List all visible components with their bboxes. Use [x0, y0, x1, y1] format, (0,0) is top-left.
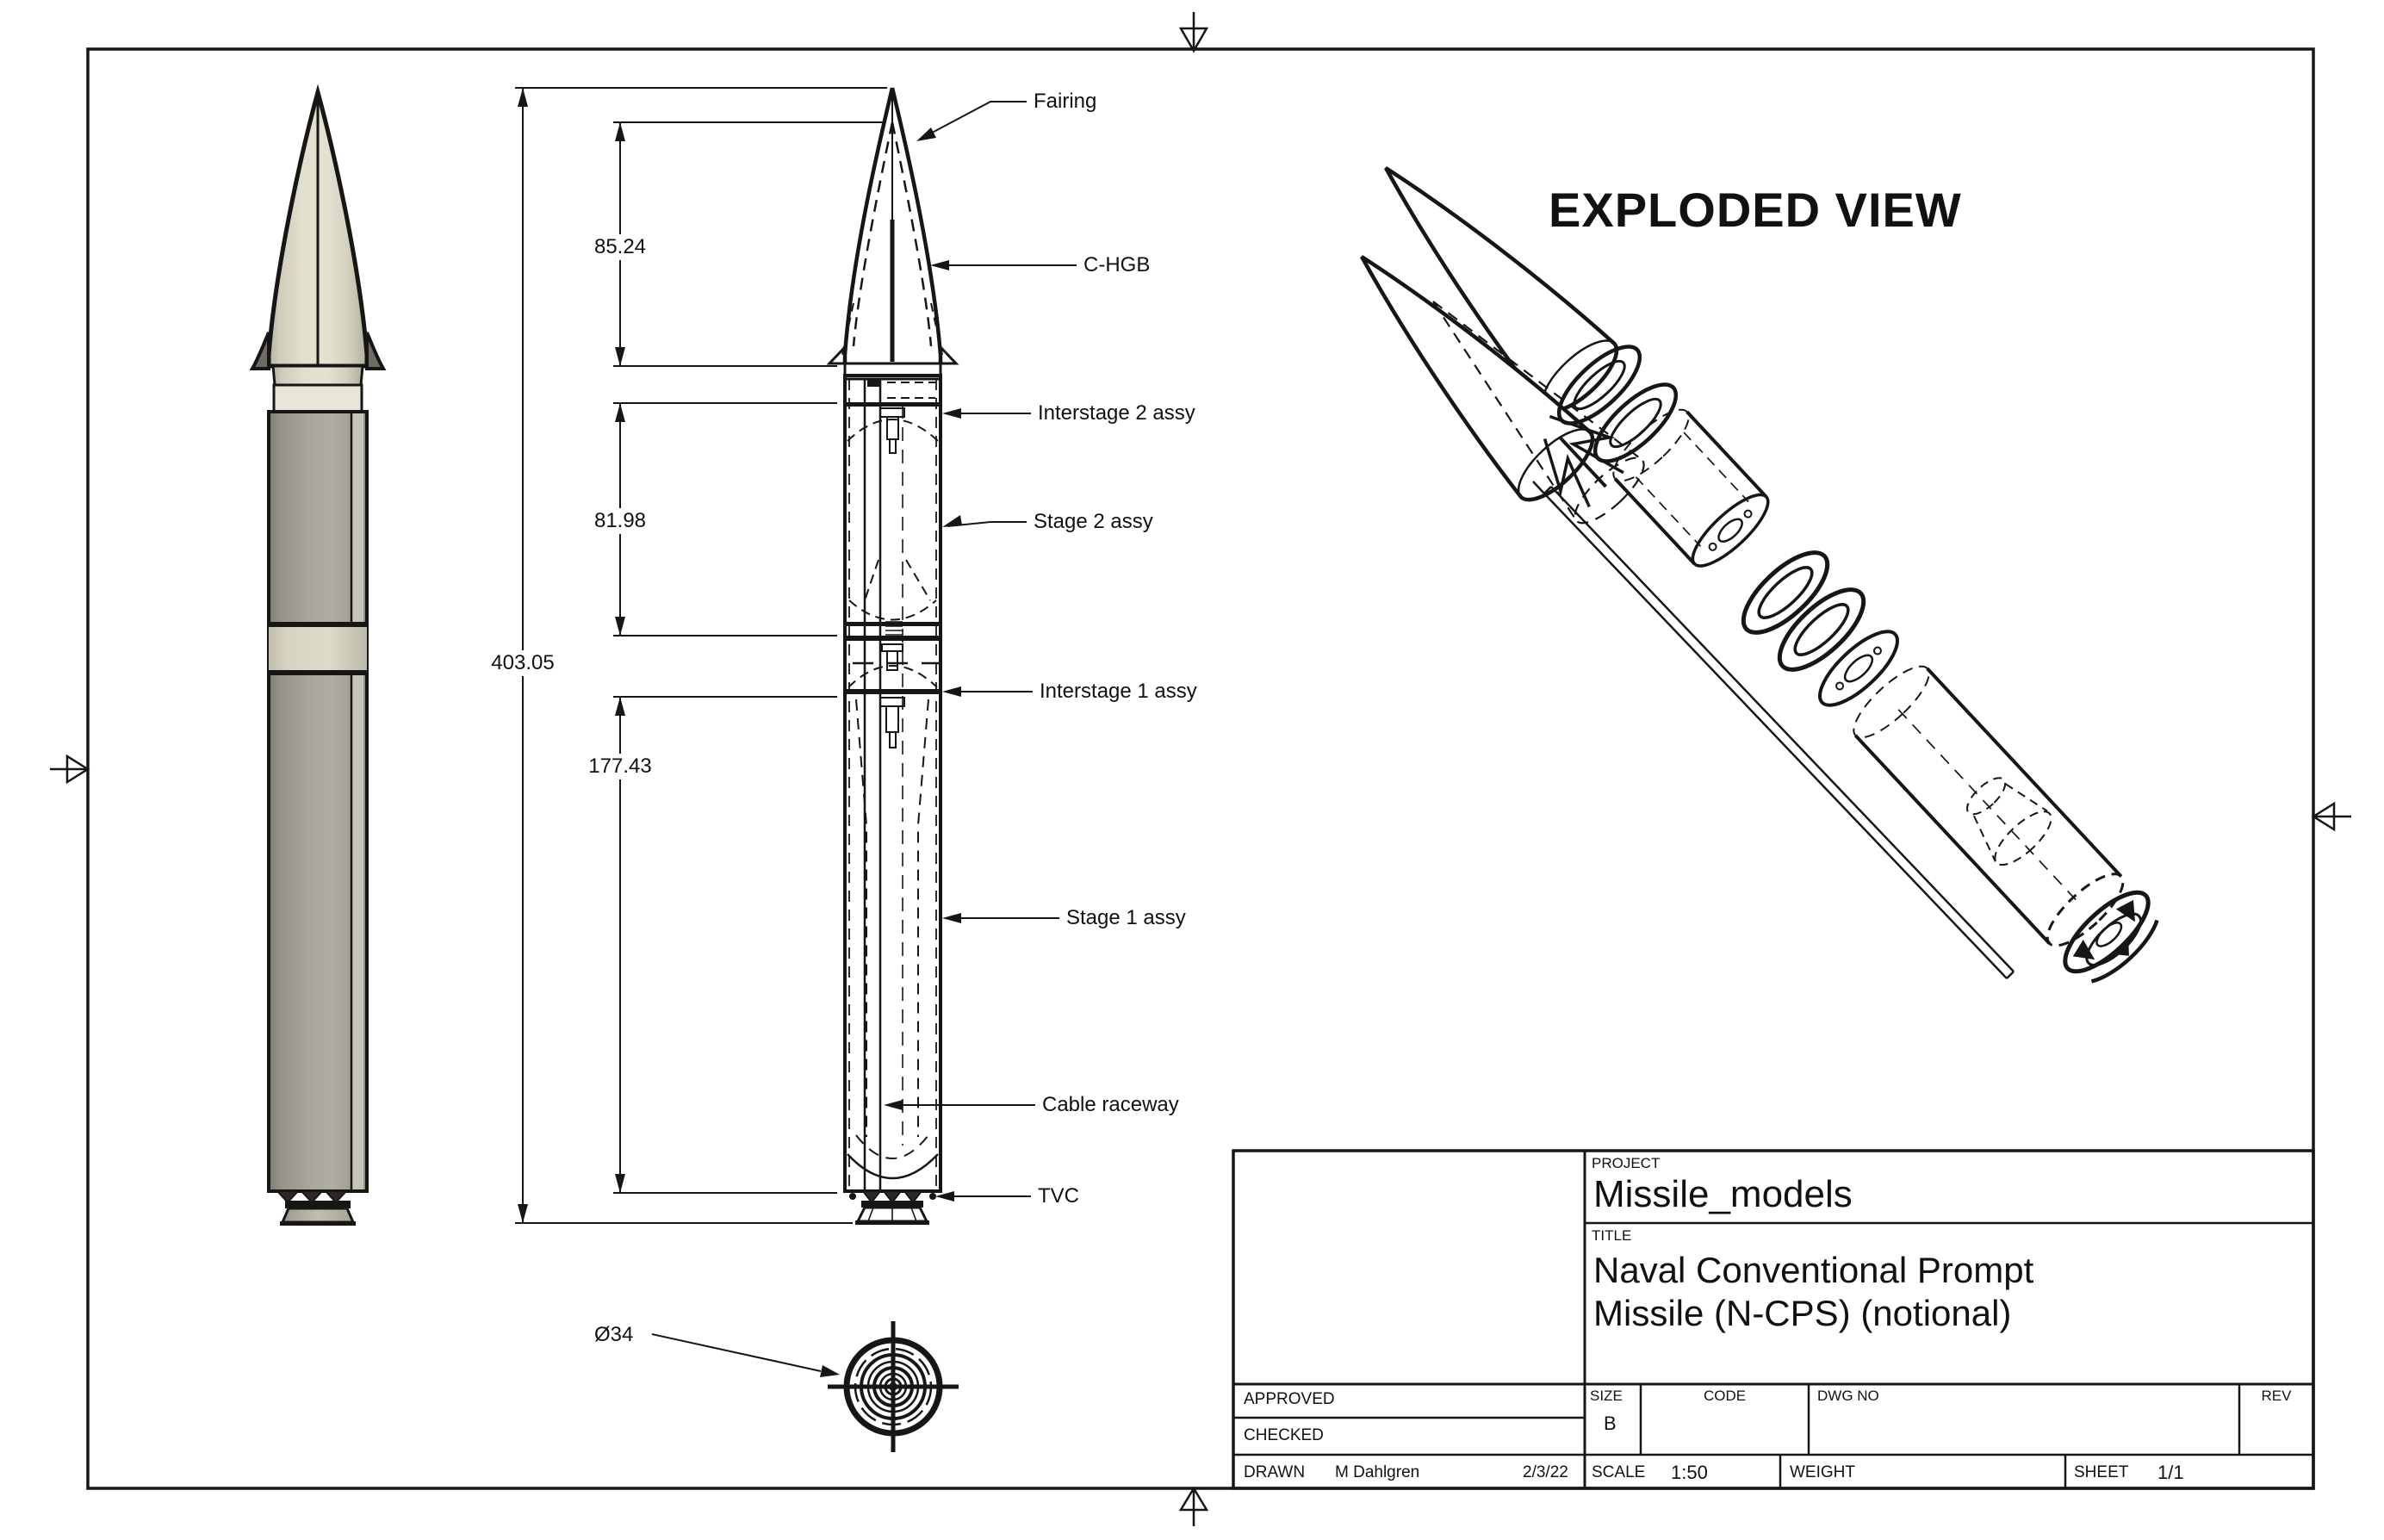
size-label: SIZE — [1590, 1388, 1623, 1404]
dim-stage1-length: 177.43 — [582, 754, 657, 779]
callout-leaders — [884, 102, 1077, 1202]
exploded-interstage1-disc — [1810, 620, 1909, 716]
scale-label: SCALE — [1592, 1463, 1646, 1481]
left-fin — [252, 332, 269, 369]
title-label: TITLE — [1592, 1227, 1632, 1244]
title-line2: Missile (N-CPS) (notional) — [1593, 1293, 2012, 1334]
dim-stage2-length: 81.98 — [588, 508, 652, 534]
tvc-assembly-rendered — [277, 1191, 356, 1226]
alignment-arrow-right-icon — [2313, 804, 2351, 829]
title-line1: Naval Conventional Prompt — [1593, 1250, 2034, 1290]
callout-fairing: Fairing — [1034, 90, 1097, 113]
dimension-lines — [515, 88, 887, 1223]
bottom-view — [652, 1321, 959, 1452]
alignment-arrow-bottom-icon — [1181, 1488, 1207, 1526]
project-label: PROJECT — [1592, 1155, 1661, 1171]
approved-label: APPROVED — [1244, 1390, 1335, 1408]
callout-interstage1: Interstage 1 assy — [1040, 680, 1197, 703]
exploded-view-title: EXPLODED VIEW — [1549, 183, 1962, 237]
alignment-arrow-top-icon — [1181, 12, 1207, 51]
side-view-drawing — [829, 88, 956, 1225]
code-label: CODE — [1703, 1388, 1747, 1404]
dim-fairing-length: 85.24 — [588, 234, 652, 260]
size-value: B — [1604, 1413, 1617, 1434]
dim-diameter: Ø34 — [594, 1323, 634, 1346]
side-view-rendered — [252, 92, 383, 1226]
right-fin — [367, 332, 383, 369]
sheet-value: 1/1 — [2157, 1462, 2184, 1483]
exploded-interstage1-ring-1 — [1731, 540, 1840, 646]
exploded-tvc-nozzle — [2053, 880, 2170, 994]
exploded-view-drawing — [1327, 135, 2170, 994]
callout-stage2: Stage 2 assy — [1034, 510, 1153, 533]
callout-cable-raceway: Cable raceway — [1042, 1093, 1179, 1116]
exploded-stage2 — [1604, 400, 1777, 575]
drawn-label: DRAWN — [1244, 1463, 1306, 1481]
dwg-no-label: DWG NO — [1817, 1388, 1879, 1404]
drawn-date: 2/3/22 — [1523, 1463, 1568, 1481]
exploded-cable-raceway-rod — [1533, 481, 2014, 978]
exploded-interstage1-ring-2 — [1767, 577, 1876, 683]
rev-label: REV — [2261, 1388, 2292, 1404]
checked-label: CHECKED — [1244, 1426, 1324, 1444]
exploded-stage1 — [1844, 656, 2133, 956]
callout-interstage2: Interstage 2 assy — [1038, 401, 1195, 425]
alignment-arrow-left-icon — [50, 756, 88, 782]
dim-overall-length: 403.05 — [485, 650, 560, 676]
sheet-label: SHEET — [2074, 1463, 2129, 1481]
drawn-by: M Dahlgren — [1335, 1463, 1420, 1481]
callout-chgb: C-HGB — [1083, 253, 1151, 276]
title-value — [1593, 1249, 2033, 1336]
scale-value: 1:50 — [1671, 1462, 1708, 1483]
weight-label: WEIGHT — [1790, 1463, 1855, 1481]
callout-stage1: Stage 1 assy — [1066, 906, 1186, 929]
callout-tvc: TVC — [1038, 1184, 1079, 1208]
project-value: Missile_models — [1593, 1173, 1853, 1215]
